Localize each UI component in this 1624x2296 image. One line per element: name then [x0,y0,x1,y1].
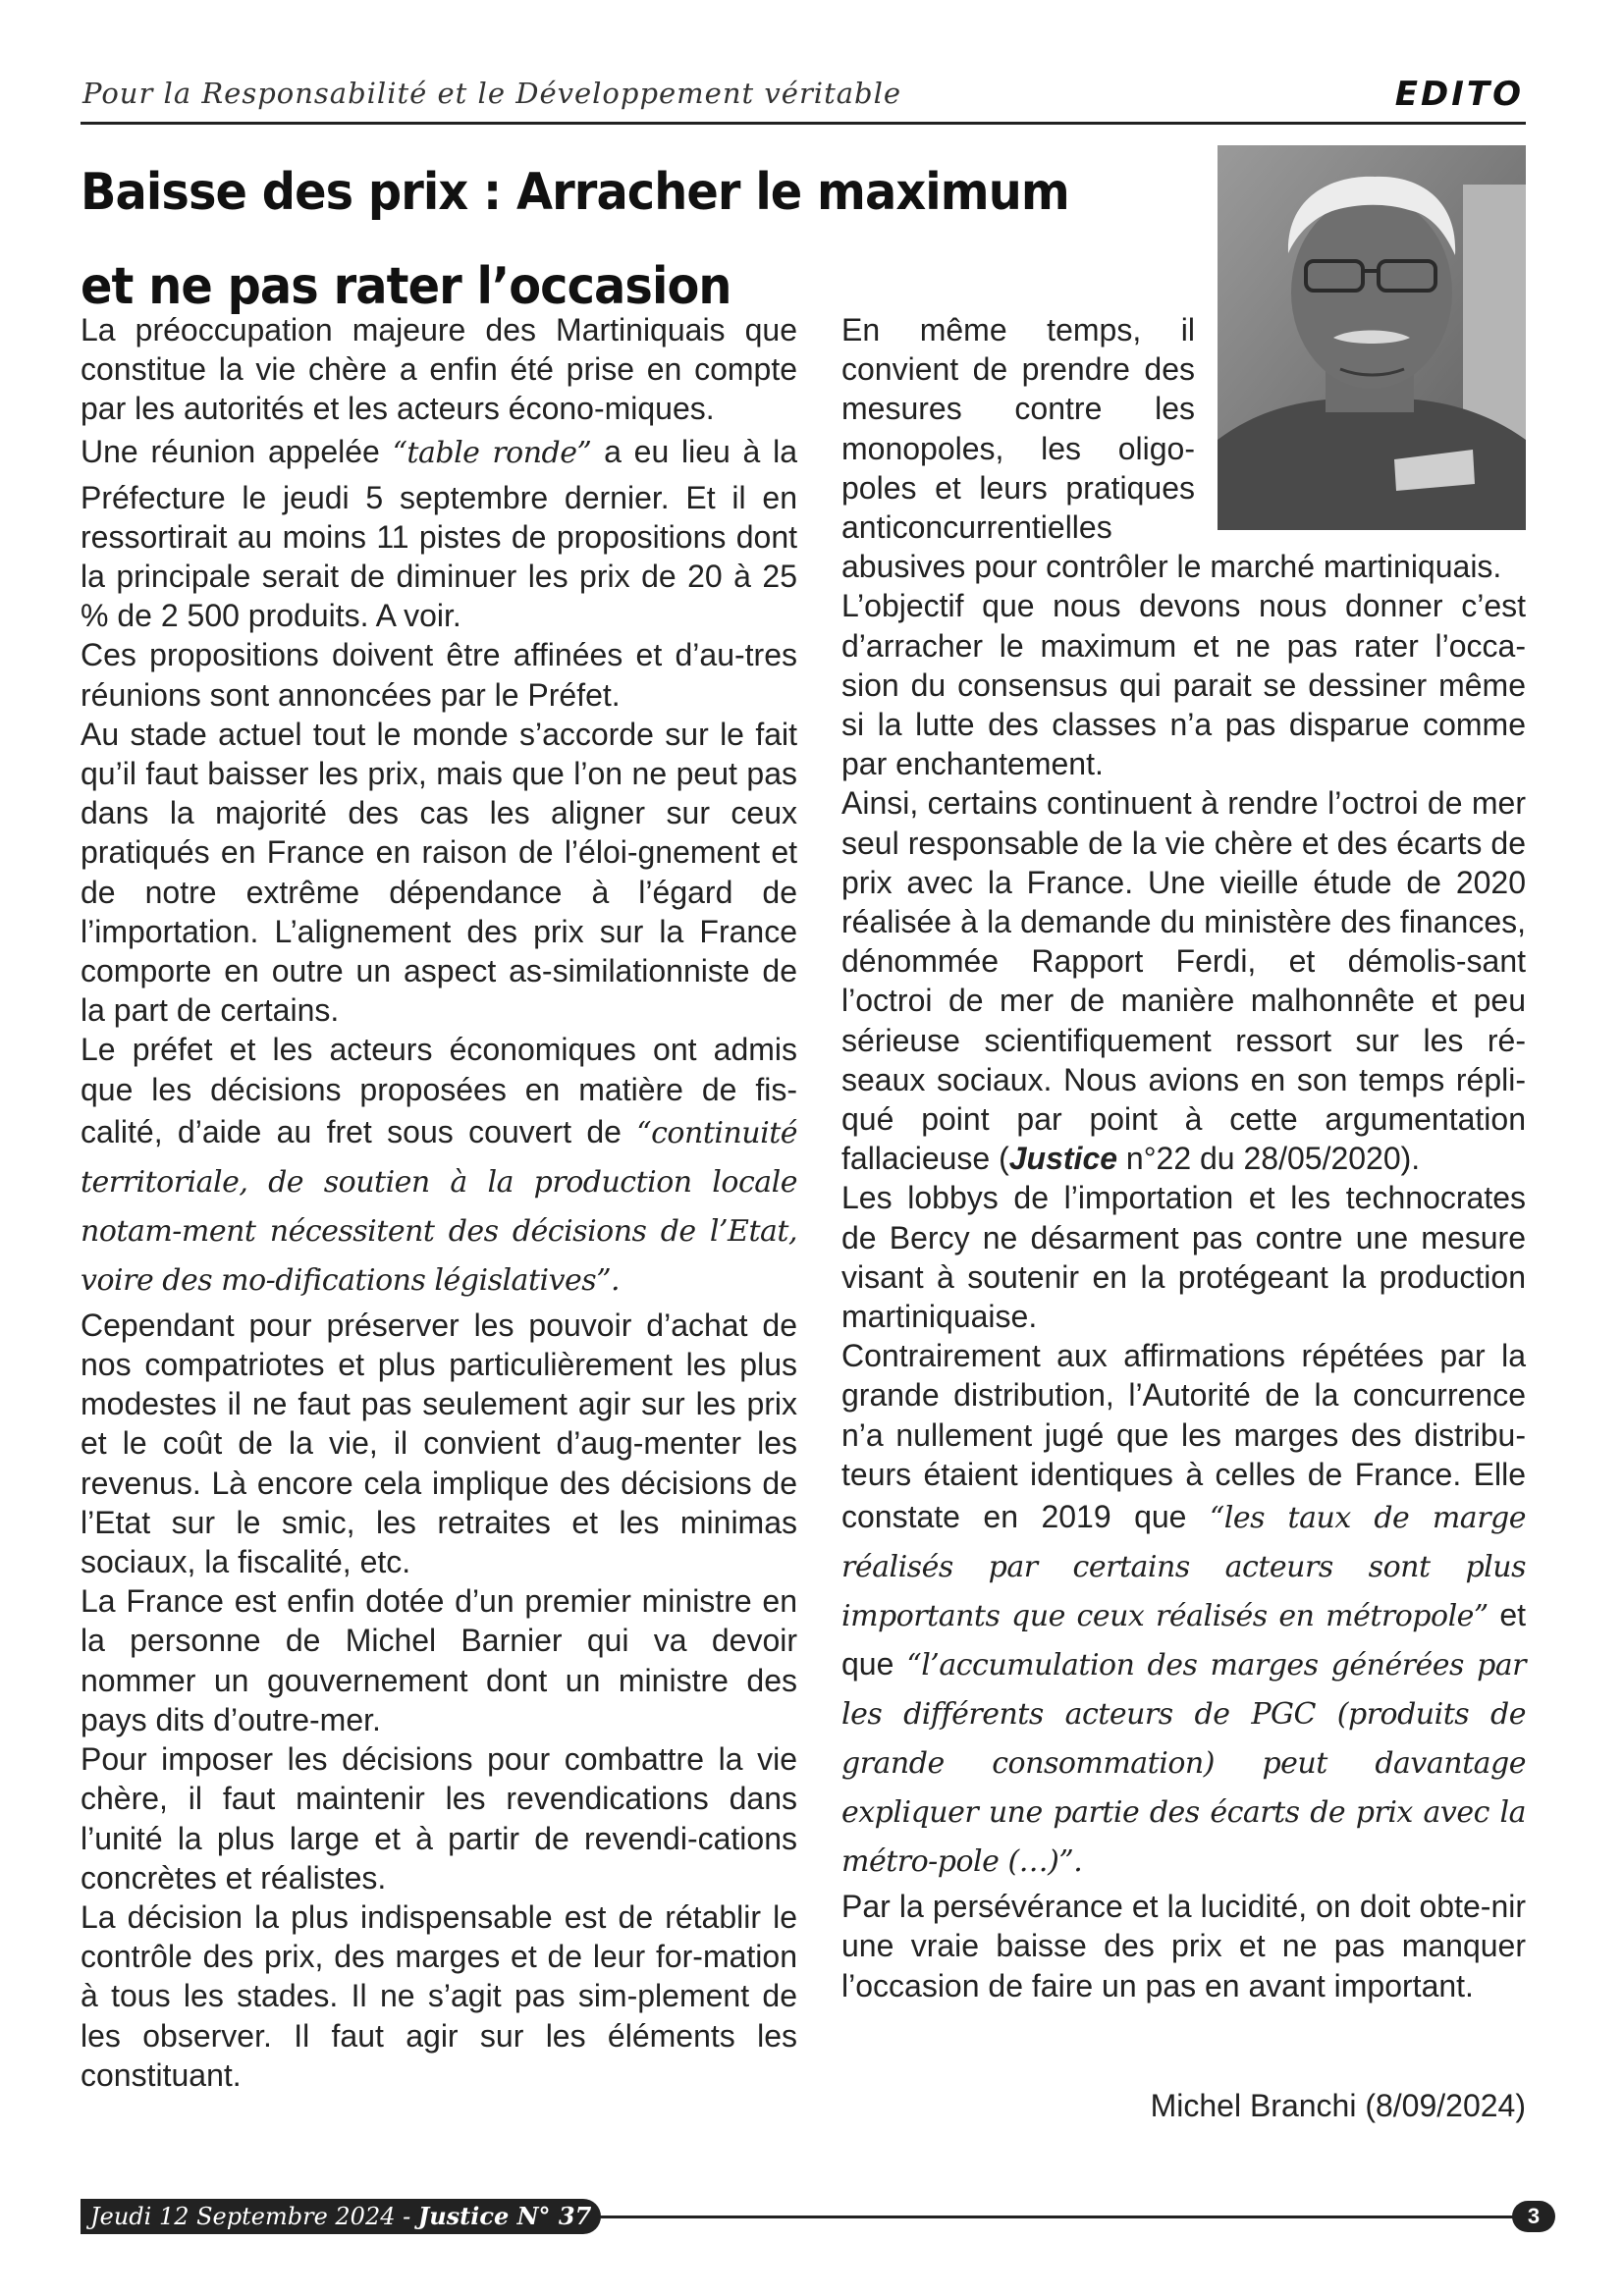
paragraph: Pour imposer les décisions pour combattre la vie chère, il faut maintenir les revendications dans l’unité la plus large et à partir de revendi-cations concrètes et réalistes. [81,1741,797,1896]
paragraph [841,1336,1526,1887]
paragraph-text: et que [841,1597,1526,1682]
paragraph-text: Une réunion appelée [81,433,380,469]
paragraph: Ces propositions doivent être affinées et d’au-tres réunions sont annoncées par le Préfet. [81,637,797,713]
section-rubric: EDITO [1394,75,1524,114]
paragraph-text: Contrairement aux affirmations répétées par la grande distribution, l’Autorité de la concurrence n’a nullement jugé que les marges des distribu-teurs étaient identiques à celles de France. Elle constate en 2019 que [841,1338,1526,1535]
paragraph: L’objectif que nous devons nous donner c’est d’arracher le maximum et ne pas rater l’occa-sion du consensus qui parait se dessiner même si la lutte des classes n’a pas disparue comme par enchantement. [841,588,1526,782]
paragraph: Au stade actuel tout le monde s’accorde sur le fait qu’il faut baisser les prix, mais que l’on ne peut pas dans la majorité des cas les aligner sur ceux pratiqués en France en raison de l’éloi-gnement et de notre extrême dépendance à l’égard de l’importation. L’alignement des prix sur la France comporte en outre un aspect as-similationniste de la part de certains. [81,716,797,1029]
quote: “continuité territoriale, de soutien à la production locale notam-ment nécessitent des décisions de l’Etat, voire des mo-difications législatives”. [81,1115,798,1298]
paragraph: Cependant pour préserver les pouvoir d’achat de nos compatriotes et plus particulièrement les plus modestes il ne faut pas seulement agir sur les prix et le coût de la vie, il convient d’aug-menter les revenus. Là encore cela implique des décisions de l’Etat sur le smic, les retraites et les minimas sociaux, la fiscalité, etc. [81,1307,797,1580]
header-tagline: Pour la Responsabilité et le Développement véritable [82,77,902,110]
paragraph-text: Ainsi, certains continuent à rendre l’octroi de mer seul responsable de la vie chère et des écarts de prix avec la France. Une vieille étude de 2020 réalisée à la demande du ministère des finances, dénommée Rapport Ferdi, et démolis-sant l’octroi de mer de manière malhonnête et peu sérieuse scientifiquement ressort sur les ré-seaux sociaux. Nous avions en son temps répli-qué point par point à cette argumentation fallacieuse ( [841,785,1526,1177]
paragraph-text: n°22 du 28/05/2020). [1117,1141,1421,1177]
author-signature: Michel Branchi (8/09/2024) [1150,2088,1526,2123]
paragraph-text: a eu lieu à la Préfecture le jeudi 5 septembre dernier. Et il en ressortirait au moins 11 pistes de propositions dont la principale serait de diminuer les prix de 20 à 25 % de 2 500 produits. A voir. [81,433,797,634]
paragraph [81,429,797,636]
article-column-right [841,310,1526,2005]
paragraph: Les lobbys de l’importation et les technocrates de Bercy ne désarment pas contre une mesure visant à soutenir en la protégeant la production martiniquaise. [841,1180,1526,1335]
issue-name: Justice N° 37 [417,2202,592,2230]
publication-name: Justice [1008,1141,1118,1177]
quote: “table ronde” [392,435,592,470]
paragraph: La France est enfin dotée d’un premier ministre en la personne de Michel Barnier qui va devoir nommer un gouvernement dont un ministre des pays dits d’outre-mer. [81,1583,797,1737]
quote: “l’accumulation des marges générées par les différents acteurs de PGC (produits de grande consommation) peut davantage expliquer une partie des écarts de prix avec la métro-pole (…)”. [841,1648,1527,1880]
paragraph [81,1030,797,1305]
paragraph [841,783,1526,1178]
quote: “les taux de marge réalisés par certains acteurs sont plus importants que ceux réalisés en métropole” [841,1501,1526,1634]
paragraph: La décision la plus indispensable est de rétablir le contrôle des prix, des marges et de leur for-mation à tous les stades. Il ne s’agit pas sim-plement de les observer. Il faut agir sur les éléments les constituant. [81,1898,797,2093]
paragraph: En même temps, il convient de prendre des mesures contre les monopoles, les oligo-poles et leurs pratiques anticoncurrentielles [841,312,1195,546]
paragraph: abusives pour contrôler le marché martiniquais. [841,549,1502,585]
paragraph-text: Le préfet et les acteurs économiques ont admis que les décisions proposées en matière de fis-calité, d’aide au fret sous couvert de [81,1032,797,1149]
article-column-left [81,310,797,2095]
header-divider [81,122,1526,125]
article-title: Baisse des prix : Arracher le maximum et ne pas rater l’occasion [81,163,1069,316]
issue-label [81,2199,601,2234]
issue-date: Jeudi 12 Septembre 2024 - [90,2203,411,2230]
paragraph: Par la persévérance et la lucidité, on doit obte-nir une vraie baisse des prix et ne pas manquer l’occasion de faire un pas en avant important. [841,1889,1526,2003]
paragraph: La préoccupation majeure des Martiniquais que constitue la vie chère a enfin été prise en compte par les autorités et les acteurs écono-miques. [81,312,797,427]
page-number: 3 [1512,2201,1555,2232]
